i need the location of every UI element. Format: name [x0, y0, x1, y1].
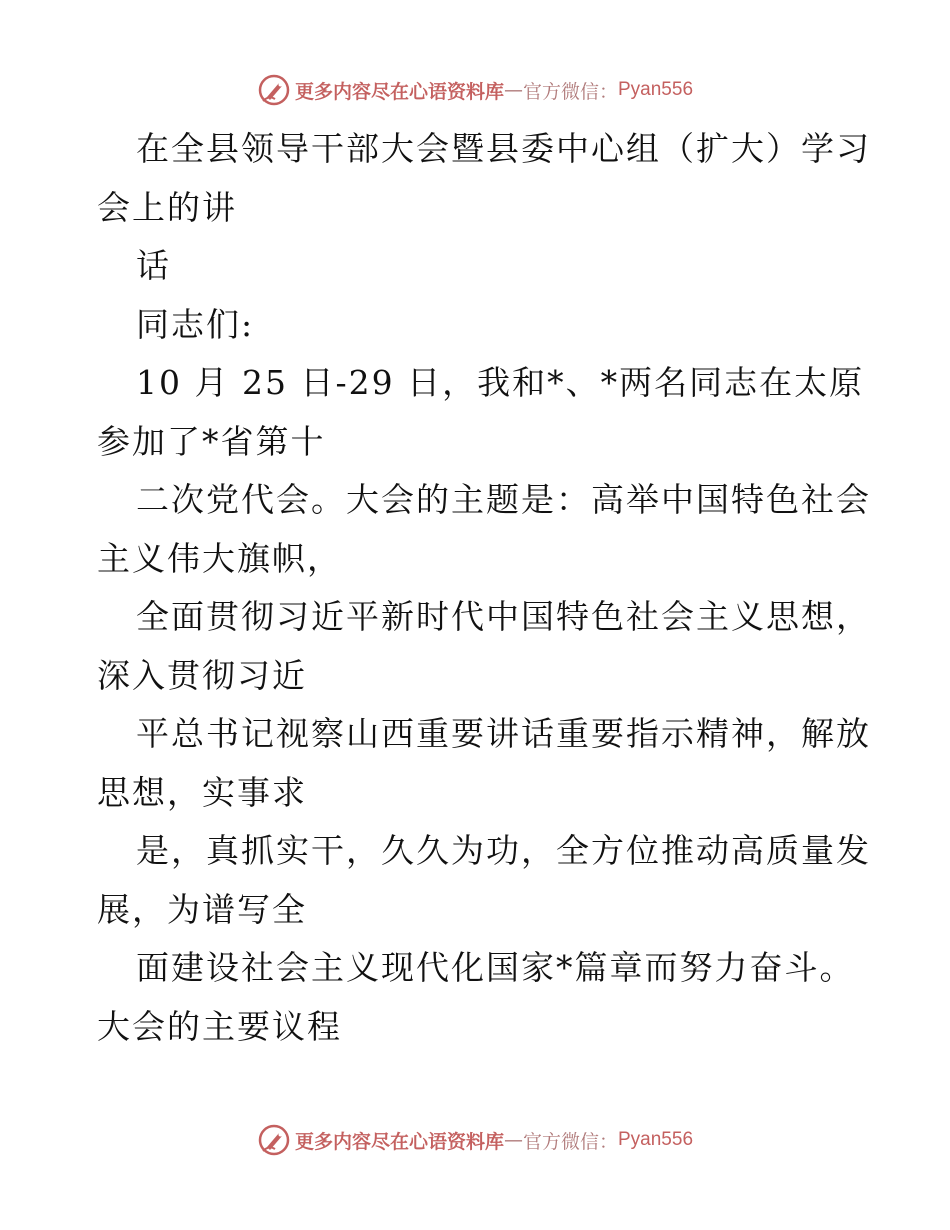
watermark-dash: — — [503, 1129, 523, 1151]
doc-line: 平总书记视察山西重要讲话重要指示精神，解放 — [136, 714, 871, 753]
watermark-official-label: 官方微信： — [522, 1130, 618, 1153]
header-watermark — [0, 70, 950, 110]
doc-line: 10 月 25 日-29 日，我和*、*两名同志在太原 — [136, 363, 865, 402]
doc-line: 深入贯彻习近 — [97, 655, 307, 695]
salutation: 同志们: — [136, 304, 255, 344]
watermark-official-label: 官方微信： — [522, 80, 618, 103]
doc-line: 参加了*省第十 — [97, 421, 326, 461]
watermark-wechat-id: Pyan556 — [618, 1129, 694, 1150]
doc-line: 是，真抓实干，久久为功，全方位推动高质量发 — [136, 831, 871, 870]
pen-nib-logo-icon — [257, 1123, 291, 1157]
doc-line: 会上的讲 — [97, 187, 237, 227]
watermark-site-name: 更多内容尽在心语资料库 — [294, 80, 504, 103]
watermark-wechat-id: Pyan556 — [618, 79, 694, 100]
pen-nib-logo-icon — [257, 73, 291, 107]
footer-watermark — [0, 1120, 950, 1160]
doc-line: 全面贯彻习近平新时代中国特色社会主义思想， — [136, 597, 871, 636]
watermark-dash: — — [503, 79, 523, 101]
document-body — [97, 120, 871, 1056]
doc-line: 大会的主要议程 — [97, 1006, 342, 1046]
doc-line: 话 — [136, 246, 171, 285]
doc-line: 主义伟大旗帜， — [97, 538, 342, 578]
watermark-site-name: 更多内容尽在心语资料库 — [294, 1130, 504, 1153]
doc-line: 在全县领导干部大会暨县委中心组（扩大）学习 — [136, 129, 871, 168]
doc-line: 面建设社会主义现代化国家*篇章而努力奋斗。 — [136, 948, 855, 987]
doc-line: 思想，实事求 — [97, 772, 307, 812]
doc-line: 展，为谱写全 — [97, 889, 307, 929]
doc-line: 二次党代会。大会的主题是：高举中国特色社会 — [136, 480, 871, 519]
